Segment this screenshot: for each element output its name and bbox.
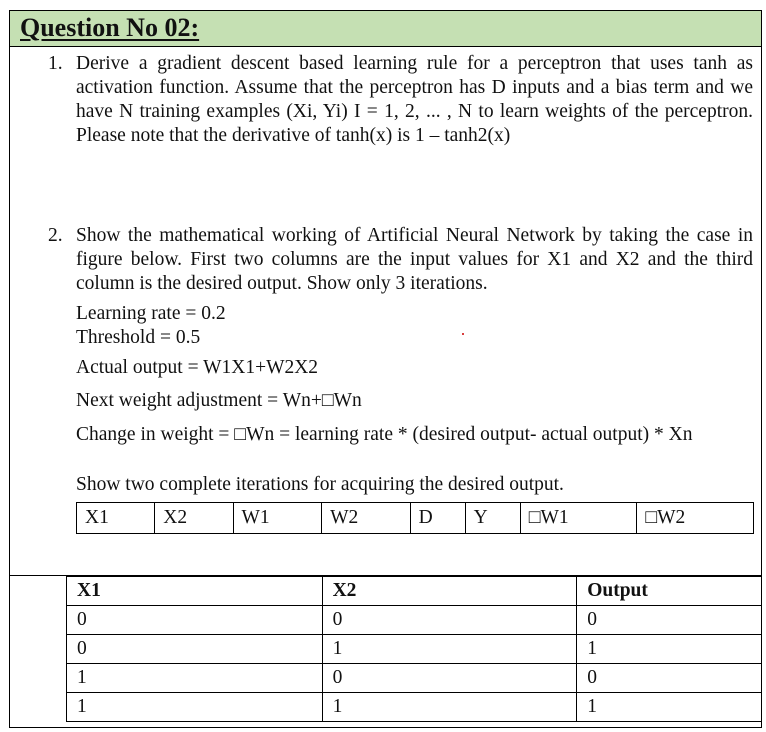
question-2-intro [48, 224, 753, 296]
weights-table-header-row [77, 503, 754, 534]
table-row [67, 606, 762, 635]
cell-output: 1 [577, 635, 762, 664]
question-1 [48, 52, 753, 148]
table-row [67, 664, 762, 693]
table-row [67, 635, 762, 664]
cell-x2: 1 [322, 635, 577, 664]
weights-header-cell: X1 [77, 503, 155, 534]
cell-x2: 0 [322, 606, 577, 635]
weights-header-cell: W1 [233, 503, 322, 534]
weights-header-cell: □W1 [520, 503, 637, 534]
question-2-number: 2. [48, 225, 63, 246]
cell-x1: 0 [67, 635, 323, 664]
weights-header-cell: □W2 [637, 503, 754, 534]
learning-rate-text: Learning rate = 0.2 [76, 303, 226, 324]
cell-x1: 1 [67, 664, 323, 693]
question-header [9, 10, 762, 47]
change-weight-text: Change in weight = □Wn = learning rate * (desired output- actual output) * Xn [76, 424, 693, 445]
training-data-header-row [67, 577, 762, 606]
weights-header-cell: Y [465, 503, 520, 534]
training-data-table [66, 576, 762, 722]
actual-output-text: Actual output = W1X1+W2X2 [76, 357, 319, 378]
column-header-x1: X1 [67, 577, 323, 606]
weights-header-cell: X2 [155, 503, 233, 534]
stray-dot [462, 333, 464, 335]
cell-x2: 1 [322, 693, 577, 722]
question-title: Question No 02: [20, 13, 200, 42]
cell-output: 0 [577, 606, 762, 635]
cell-output: 0 [577, 664, 762, 693]
table-row [67, 693, 762, 722]
column-header-output: Output [577, 577, 762, 606]
question-1-number: 1. [48, 53, 63, 74]
show-two-iterations-text: Show two complete iterations for acquiring the desired output. [76, 474, 564, 495]
cell-x1: 1 [67, 693, 323, 722]
threshold-text: Threshold = 0.5 [76, 327, 201, 348]
question-2-text: Show the mathematical working of Artificial Neural Network by taking the case in figure below. First two columns are the input values for X1 and X2 and the third column is the desired output. Show only 3 iterations. [76, 225, 753, 294]
weights-header-cell: D [410, 503, 465, 534]
cell-x1: 0 [67, 606, 323, 635]
cell-output: 1 [577, 693, 762, 722]
column-header-x2: X2 [322, 577, 577, 606]
weights-header-cell: W2 [322, 503, 411, 534]
weights-table [76, 502, 754, 534]
question-1-text: Derive a gradient descent based learning rule for a perceptron that uses tanh as activation function. Assume that the perceptron has D inputs and a bias term and we have N training examples (Xi, Yi) I = 1, 2, ... , N to learn weights of the perceptron. Please note that the derivative of tanh(x) is 1 – tanh2(x) [76, 53, 753, 146]
next-weight-text: Next weight adjustment = Wn+□Wn [76, 390, 362, 411]
cell-x2: 0 [322, 664, 577, 693]
